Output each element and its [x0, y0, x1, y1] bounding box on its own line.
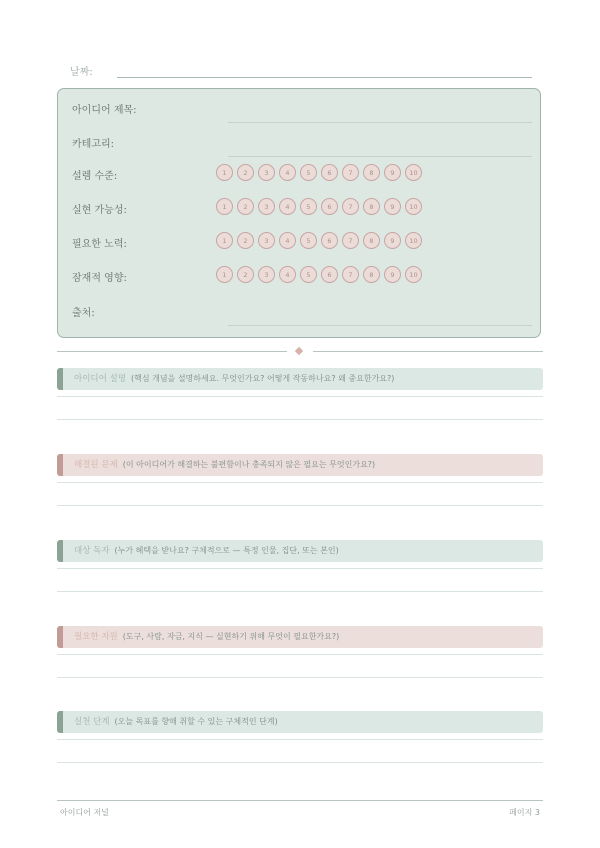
scale-circle-1[interactable]: 1 [216, 266, 233, 283]
divider-line-right [313, 351, 543, 352]
scale-circle-3[interactable]: 3 [258, 266, 275, 283]
scale-circle-3[interactable]: 3 [258, 232, 275, 249]
scale-circle-10[interactable]: 10 [405, 266, 422, 283]
writing-line[interactable] [57, 568, 543, 569]
scale-circle-2[interactable]: 2 [237, 266, 254, 283]
scale-circle-2[interactable]: 2 [237, 232, 254, 249]
scale-circle-7[interactable]: 7 [342, 198, 359, 215]
idea-title-label: 아이디어 제목: [72, 105, 137, 116]
scale-circle-10[interactable]: 10 [405, 232, 422, 249]
section-divider [57, 347, 543, 357]
scale-circle-4[interactable]: 4 [279, 198, 296, 215]
scale-circle-6[interactable]: 6 [321, 232, 338, 249]
excitement-scale [216, 164, 422, 181]
category-field[interactable] [72, 132, 532, 152]
idea-title-line[interactable] [228, 122, 532, 123]
effort-scale [216, 232, 422, 249]
scale-circle-4[interactable]: 4 [279, 164, 296, 181]
scale-circle-9[interactable]: 9 [384, 266, 401, 283]
scale-circle-9[interactable]: 9 [384, 232, 401, 249]
section-header [57, 626, 543, 648]
scale-circle-10[interactable]: 10 [405, 164, 422, 181]
writing-line[interactable] [57, 482, 543, 483]
writing-line[interactable] [57, 654, 543, 655]
writing-line[interactable] [57, 396, 543, 397]
excitement-field [72, 164, 532, 184]
section-header [57, 368, 543, 390]
scale-circle-4[interactable]: 4 [279, 266, 296, 283]
section-target-audience [57, 540, 543, 562]
writing-line[interactable] [57, 677, 543, 678]
section-header [57, 454, 543, 476]
scale-circle-8[interactable]: 8 [363, 164, 380, 181]
writing-line[interactable] [57, 419, 543, 420]
writing-line[interactable] [57, 505, 543, 506]
impact-scale [216, 266, 422, 283]
scale-circle-7[interactable]: 7 [342, 266, 359, 283]
scale-circle-4[interactable]: 4 [279, 232, 296, 249]
impact-label: 잠재적 영향: [72, 273, 127, 284]
scale-circle-7[interactable]: 7 [342, 232, 359, 249]
section-hint: (오늘 목표를 향해 취할 수 있는 구체적인 단계) [114, 717, 278, 726]
scale-circle-3[interactable]: 3 [258, 164, 275, 181]
section-title: 아이디어 설명 [74, 374, 126, 384]
excitement-label: 설렘 수준: [72, 171, 118, 182]
date-input-line[interactable] [117, 77, 532, 78]
scale-circle-10[interactable]: 10 [405, 198, 422, 215]
section-resources-needed [57, 626, 543, 648]
scale-circle-5[interactable]: 5 [300, 198, 317, 215]
section-problem-solved [57, 454, 543, 476]
section-title: 대상 독자 [74, 546, 110, 556]
section-header [57, 540, 543, 562]
scale-circle-8[interactable]: 8 [363, 266, 380, 283]
scale-circle-8[interactable]: 8 [363, 232, 380, 249]
date-label: 날짜: [70, 67, 93, 78]
section-hint: (핵심 개념을 설명하세요. 무엇인가요? 어떻게 작동하나요? 왜 중요한가요?) [130, 374, 395, 383]
category-line[interactable] [228, 156, 532, 157]
idea-title-field[interactable] [72, 98, 532, 118]
writing-line[interactable] [57, 739, 543, 740]
scale-circle-9[interactable]: 9 [384, 198, 401, 215]
writing-line[interactable] [57, 591, 543, 592]
footer-divider [57, 800, 543, 801]
scale-circle-9[interactable]: 9 [384, 164, 401, 181]
scale-circle-1[interactable]: 1 [216, 232, 233, 249]
scale-circle-2[interactable]: 2 [237, 164, 254, 181]
section-title: 실천 단계 [74, 717, 110, 727]
scale-circle-2[interactable]: 2 [237, 198, 254, 215]
scale-circle-7[interactable]: 7 [342, 164, 359, 181]
scale-circle-8[interactable]: 8 [363, 198, 380, 215]
scale-circle-3[interactable]: 3 [258, 198, 275, 215]
feasibility-field [72, 198, 532, 218]
feasibility-scale [216, 198, 422, 215]
effort-field [72, 232, 532, 252]
scale-circle-1[interactable]: 1 [216, 164, 233, 181]
divider-diamond-icon [295, 347, 303, 355]
source-field[interactable] [72, 301, 532, 321]
section-hint: (이 아이디어가 해결하는 불편함이나 충족되지 않은 필요는 무엇인가요?) [122, 460, 376, 469]
source-label: 출처: [72, 308, 95, 319]
section-title: 해결된 문제 [74, 460, 118, 470]
source-line[interactable] [228, 325, 532, 326]
idea-info-card [57, 88, 541, 338]
section-idea-description [57, 368, 543, 390]
section-hint: (도구, 사람, 자금, 지식 — 실현하기 위해 무엇이 필요한가요?) [122, 632, 340, 641]
scale-circle-6[interactable]: 6 [321, 266, 338, 283]
effort-label: 필요한 노력: [72, 239, 127, 250]
scale-circle-5[interactable]: 5 [300, 266, 317, 283]
scale-circle-5[interactable]: 5 [300, 232, 317, 249]
scale-circle-5[interactable]: 5 [300, 164, 317, 181]
scale-circle-1[interactable]: 1 [216, 198, 233, 215]
writing-line[interactable] [57, 762, 543, 763]
footer-page-number: 페이지 3 [509, 808, 540, 817]
footer-journal-title: 아이디어 저널 [60, 808, 109, 817]
impact-field [72, 266, 532, 286]
feasibility-label: 실현 가능성: [72, 205, 127, 216]
category-label: 카테고리: [72, 139, 115, 150]
section-hint: (누가 혜택을 받나요? 구체적으로 — 특정 인물, 집단, 또는 본인) [114, 546, 339, 555]
section-action-steps [57, 711, 543, 733]
section-title: 필요한 자원 [74, 632, 118, 642]
section-header [57, 711, 543, 733]
date-row [70, 62, 532, 80]
scale-circle-6[interactable]: 6 [321, 198, 338, 215]
divider-line-left [57, 351, 287, 352]
scale-circle-6[interactable]: 6 [321, 164, 338, 181]
